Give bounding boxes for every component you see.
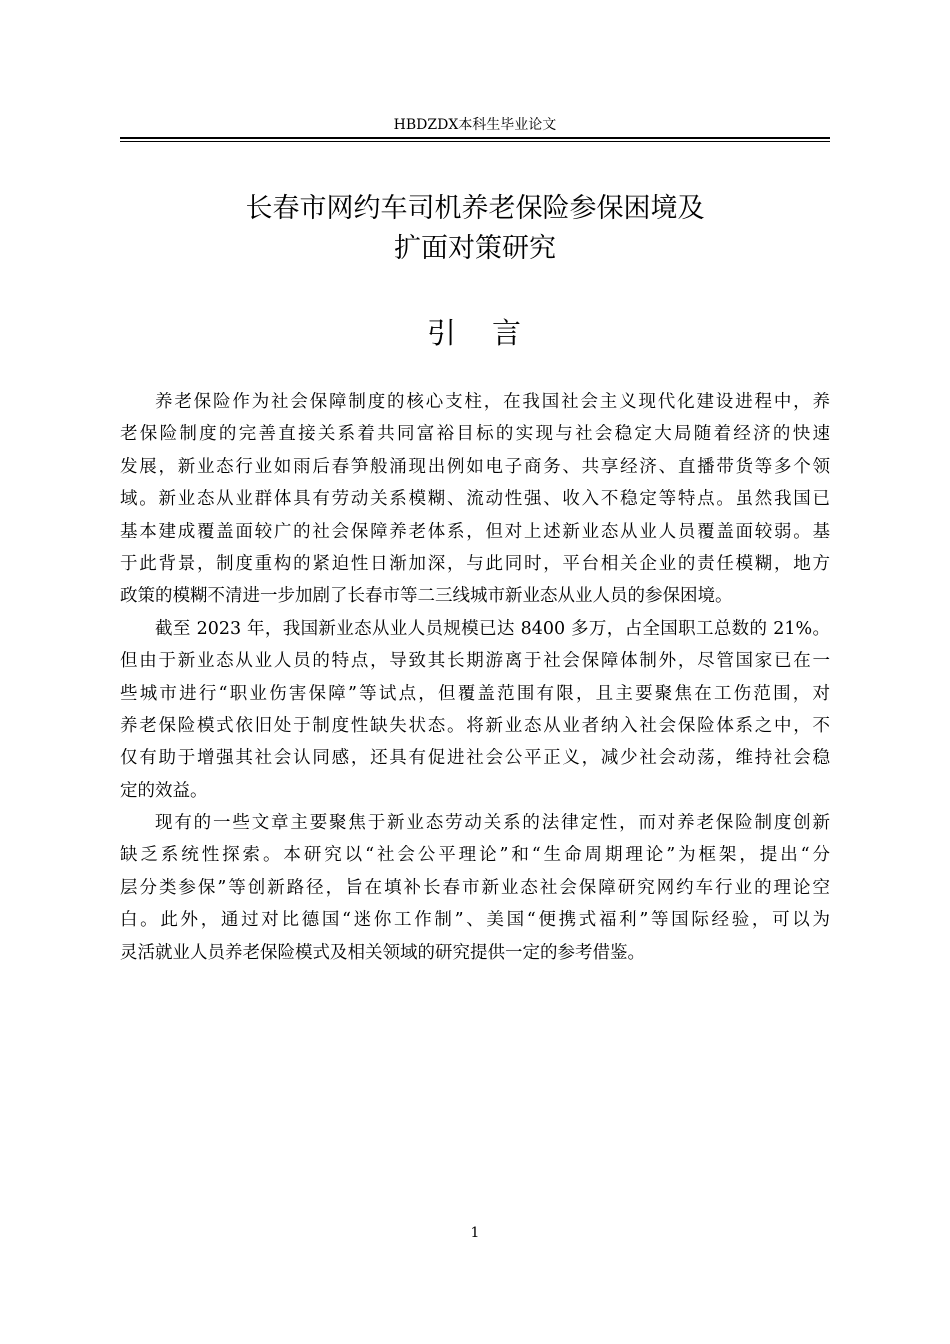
heading-char-1: 引 [426, 316, 458, 350]
paragraph-line: 养老保险模式依旧处于制度性缺失状态。将新业态从业者纳入社会保险体系之中，不 [120, 715, 830, 736]
paragraph-line: 现有的一些文章主要聚焦于新业态劳动关系的法律定性，而对养老保险制度创新 [155, 813, 830, 834]
paragraph-line: 域。新业态从业群体具有劳动关系模糊、流动性强、收入不稳定等特点。虽然我国已 [120, 489, 830, 510]
paragraph-line: 白。此外，通过对比德国“迷你工作制”、美国“便携式福利”等国际经验，可以为 [120, 910, 830, 931]
paragraph-line: 发展，新业态行业如雨后春笋般涌现出例如电子商务、共享经济、直播带货等多个领 [120, 456, 830, 477]
paragraph-line: 仅有助于增强其社会认同感，还具有促进社会公平正义，减少社会动荡，维持社会稳 [120, 748, 830, 769]
paragraph-3 [120, 807, 830, 969]
paragraph-line: 老保险制度的完善直接关系着共同富裕目标的实现与社会稳定大局随着经济的快速 [120, 424, 830, 445]
paragraph-line: 些城市进行“职业伤害保障”等试点，但覆盖范围有限，且主要聚焦在工伤范围，对 [120, 683, 830, 704]
paragraph-line: 政策的模糊不清进一步加剧了长春市等二三线城市新业态从业人员的参保困境。 [120, 586, 733, 607]
running-header: HBDZDX本科生毕业论文 [393, 117, 557, 133]
title-line-2: 扩面对策研究 [394, 233, 556, 264]
paragraph-2 [120, 613, 830, 807]
paragraph-line: 层分类参保”等创新路径，旨在填补长春市新业态社会保障研究网约车行业的理论空 [120, 877, 830, 898]
title-line-1: 长春市网约车司机养老保险参保困境及 [245, 193, 705, 224]
paragraph-line: 养老保险作为社会保障制度的核心支柱，在我国社会主义现代化建设进程中，养 [155, 392, 830, 412]
paragraph-line: 灵活就业人员养老保险模式及相关领域的研究提供一定的参考借鉴。 [120, 942, 645, 963]
page-number: 1 [470, 1225, 480, 1241]
paragraph-line: 但由于新业态从业人员的特点，导致其长期游离于社会保障体制外，尽管国家已在一 [120, 651, 830, 672]
paper-title [120, 189, 830, 269]
paragraph-1 [120, 386, 830, 613]
paragraph-line: 基本建成覆盖面较广的社会保障养老体系，但对上述新业态从业人员覆盖面较弱。基 [120, 521, 830, 542]
paragraph-line: 截至 2023 年，我国新业态从业人员规模已达 8400 多万，占全国职工总数的 21%。 [155, 618, 830, 639]
paragraph-line: 缺乏系统性探索。本研究以“社会公平理论”和“生命周期理论”为框架，提出“分 [120, 845, 830, 866]
header-rule-thick [120, 137, 830, 139]
heading-char-2: 言 [492, 316, 524, 350]
header-rule-thin [120, 141, 830, 142]
body-text [120, 386, 830, 969]
section-heading-introduction [120, 313, 830, 353]
paragraph-line: 定的效益。 [120, 780, 208, 801]
paragraph-line: 于此背景，制度重构的紧迫性日渐加深，与此同时，平台相关企业的责任模糊，地方 [120, 553, 830, 574]
